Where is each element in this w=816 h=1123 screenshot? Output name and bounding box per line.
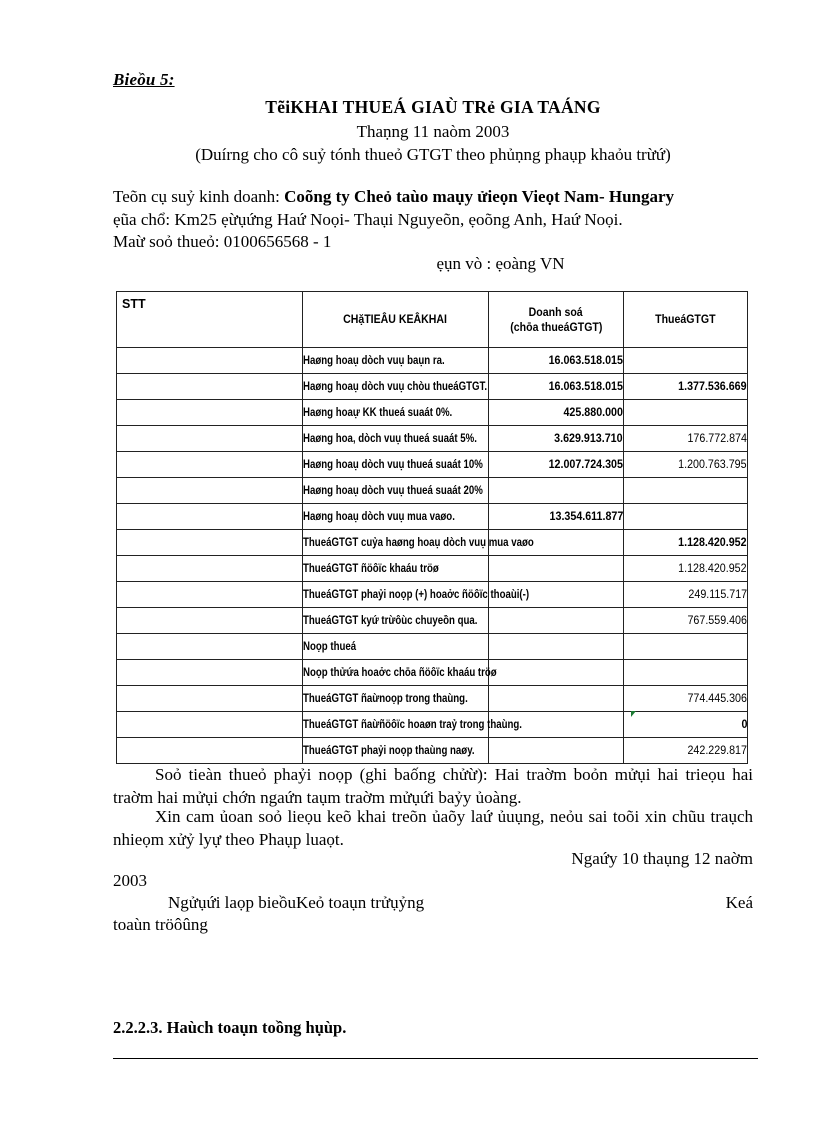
cell-vat bbox=[624, 452, 748, 478]
cell-vat-text: 1.200.763.795 bbox=[678, 458, 747, 471]
table-row bbox=[117, 686, 748, 712]
cell-vat bbox=[624, 348, 748, 374]
cell-description-text: Haøng hoaụ dòch vuụ mua vaøo. bbox=[303, 510, 455, 523]
table-row bbox=[117, 478, 748, 504]
cell-description-text: Haøng hoaự KK thueá suaát 0%. bbox=[303, 406, 453, 419]
cell-description bbox=[303, 478, 489, 504]
declaration-table-wrap bbox=[116, 291, 748, 764]
company-name-value: Coõng ty Cheỏ taùo maụy ửieọn Vieọt Nam- Hungary bbox=[284, 187, 675, 206]
cell-stt bbox=[117, 374, 303, 400]
cell-description bbox=[303, 660, 497, 686]
cell-vat bbox=[624, 660, 748, 686]
cell-vat bbox=[624, 530, 748, 556]
cell-description bbox=[303, 530, 534, 556]
cell-stt bbox=[117, 582, 303, 608]
cell-description bbox=[303, 686, 489, 712]
cell-stt bbox=[117, 608, 303, 634]
signature-preparer: Ngửụứi laọp bieồuKeỏ toaụn trửụỷng bbox=[168, 893, 425, 912]
column-header-vat-text: ThueáGTGT bbox=[655, 312, 716, 326]
cell-stt bbox=[117, 504, 303, 530]
cell-revenue-text: 13.354.611.877 bbox=[549, 510, 623, 523]
cell-description bbox=[303, 452, 489, 478]
table-row bbox=[117, 504, 748, 530]
cell-vat-text: 249.115.717 bbox=[688, 588, 747, 601]
cell-revenue bbox=[489, 556, 624, 582]
cell-revenue bbox=[489, 426, 624, 452]
cell-vat bbox=[624, 556, 748, 582]
column-header-vat bbox=[624, 292, 748, 348]
cell-description-text: Noọp thửứa hoaởc chōa ñöôïc khaáu tröø bbox=[303, 666, 497, 679]
company-name-label: Teõn cụ suỷ kinh doanh: bbox=[113, 187, 280, 206]
footer-section-heading: 2.2.2.3. Haùch toaụn toồng hụùp. bbox=[113, 1018, 347, 1037]
cell-revenue-text: 16.063.518.015 bbox=[548, 354, 623, 367]
cell-description-text: ThueáGTGT cuỷa haøng hoaụ dòch vuụ mua vaøo bbox=[303, 536, 534, 549]
column-header-revenue bbox=[489, 292, 624, 348]
figure-label: Bieồu 5: bbox=[113, 70, 175, 89]
cell-revenue-text: 12.007.724.305 bbox=[548, 458, 623, 471]
declaration-table bbox=[116, 291, 748, 764]
cell-description-text: Haøng hoaụ dòch vuụ chòu thueáGTGT. bbox=[303, 380, 488, 393]
cell-vat-text: 176.772.874 bbox=[687, 432, 747, 445]
table-row bbox=[117, 608, 748, 634]
cell-vat-text: 242.229.817 bbox=[687, 744, 747, 757]
cell-description-text: ThueáGTGT kyứ trừôùc chuyeồn qua. bbox=[303, 614, 478, 627]
cell-description-text: ThueáGTGT phaỷi noọp thaùng naøy. bbox=[303, 744, 475, 757]
cell-vat-text: 1.377.536.669 bbox=[678, 380, 747, 393]
cell-vat-text: 774.445.306 bbox=[687, 692, 747, 705]
cell-description bbox=[303, 712, 522, 738]
cell-description bbox=[303, 556, 489, 582]
currency-unit-line: ẹụn vò : ẹoàng VN bbox=[436, 254, 565, 273]
signature-chief-accountant: Keá bbox=[725, 893, 753, 912]
table-header-row bbox=[117, 292, 748, 348]
document-title: TẽiKHAI THUEÁ GIAÙ TRẻ GIA TAÁNG bbox=[265, 97, 601, 117]
cell-stt bbox=[117, 634, 303, 660]
cell-revenue bbox=[489, 504, 624, 530]
column-header-stt: STT bbox=[117, 292, 303, 348]
amount-in-words-text: Soỏ tieàn thueỏ phaỷi noọp (ghi baống chửừ): Hai traờm boỏn mửụi hai trieọu hai traờm hai mửụi chớn ngaứn taụm traờm mửụứi baỷy ủoàng. bbox=[113, 765, 753, 807]
cell-vat bbox=[624, 608, 748, 634]
cell-stt bbox=[117, 712, 303, 738]
cell-description-text: Noọp thueá bbox=[303, 640, 357, 653]
cell-description-text: ThueáGTGT ñaừnoọp trong thaùng. bbox=[303, 692, 468, 705]
column-header-revenue-line2: (chōa thueáGTGT) bbox=[509, 319, 603, 334]
cell-stt bbox=[117, 738, 303, 764]
cell-revenue bbox=[489, 660, 624, 686]
cell-revenue bbox=[489, 608, 624, 634]
cell-vat bbox=[624, 374, 748, 400]
table-row bbox=[117, 738, 748, 764]
cell-description-text: ThueáGTGT ñöôïc khaáu tröø bbox=[303, 562, 439, 575]
table-row bbox=[117, 400, 748, 426]
column-header-revenue-line1: Doanh soá bbox=[529, 304, 583, 319]
cell-revenue bbox=[489, 348, 624, 374]
cell-revenue bbox=[489, 400, 624, 426]
cell-description-text: Haøng hoaụ dòch vuụ thueá suaát 10% bbox=[303, 458, 483, 471]
table-row bbox=[117, 426, 748, 452]
cell-revenue bbox=[489, 738, 624, 764]
table-row bbox=[117, 374, 748, 400]
document-note: (Duírng cho cô suỷ tónh thueỏ GTGT theo phủṇng phaụp khaỏu trừứ) bbox=[195, 145, 671, 164]
cell-vat bbox=[624, 686, 748, 712]
cell-description-text: Haøng hoaụ dòch vuụ baụn ra. bbox=[303, 354, 445, 367]
table-row bbox=[117, 712, 748, 738]
cell-stt bbox=[117, 348, 303, 374]
cell-description bbox=[303, 634, 489, 660]
cell-stt bbox=[117, 400, 303, 426]
table-row bbox=[117, 452, 748, 478]
cell-description-text: Haøng hoa, dòch vuụ thueá suaát 5%. bbox=[303, 432, 477, 445]
cell-stt bbox=[117, 452, 303, 478]
amount-in-words-paragraph bbox=[113, 764, 753, 809]
cell-revenue bbox=[489, 634, 624, 660]
cell-description-text: ThueáGTGT phaỷi noọp (+) hoaởc ñöôïc thoaùi(-) bbox=[303, 588, 530, 601]
commitment-paragraph bbox=[113, 806, 753, 851]
cell-description bbox=[303, 348, 489, 374]
cell-vat bbox=[624, 426, 748, 452]
cell-vat bbox=[624, 712, 748, 738]
cell-revenue bbox=[489, 686, 624, 712]
cell-vat-text: 1.128.420.952 bbox=[678, 562, 747, 575]
commitment-text: Xin cam ủoan soỏ lieọu keõ khai treõn ủaõy laứ ủuụng, neỏu sai toõi xin chũu traụch nhieọm xửỷ lyự theo Phaụp luaọt. bbox=[113, 807, 753, 849]
cell-description bbox=[303, 504, 489, 530]
cell-description bbox=[303, 582, 530, 608]
cell-stt bbox=[117, 686, 303, 712]
table-row bbox=[117, 660, 748, 686]
cell-vat bbox=[624, 582, 748, 608]
cell-vat bbox=[624, 504, 748, 530]
cell-revenue bbox=[489, 374, 624, 400]
cell-vat bbox=[624, 400, 748, 426]
column-header-desc bbox=[303, 292, 489, 348]
column-header-desc-text: CHặTIEÂU KEÂKHAI bbox=[343, 312, 448, 326]
cell-vat-text: 1.128.420.952 bbox=[678, 536, 747, 549]
table-body bbox=[117, 348, 748, 764]
cell-description bbox=[303, 426, 489, 452]
signature-chief-accountant-tail: toaùn tröôûng bbox=[113, 915, 208, 934]
table-row bbox=[117, 556, 748, 582]
table-head bbox=[117, 292, 748, 348]
table-row bbox=[117, 634, 748, 660]
cell-revenue bbox=[489, 452, 624, 478]
cell-revenue-text: 3.629.913.710 bbox=[554, 432, 623, 445]
cell-revenue bbox=[489, 478, 624, 504]
cell-stt bbox=[117, 478, 303, 504]
cell-description-text: Haøng hoaụ dòch vuụ thueá suaát 20% bbox=[303, 484, 483, 497]
table-row bbox=[117, 530, 748, 556]
cell-description bbox=[303, 374, 489, 400]
cell-vat bbox=[624, 634, 748, 660]
cell-stt bbox=[117, 556, 303, 582]
cell-revenue-text: 16.063.518.015 bbox=[548, 380, 623, 393]
cell-vat-text: 0 bbox=[741, 718, 747, 731]
footer-divider bbox=[113, 1058, 758, 1059]
cell-stt bbox=[117, 530, 303, 556]
company-address-line: ẹũa chổ: Km25 ẹừụứng Haứ Noọi- Thaụi Nguyeõn, ẹoõng Anh, Haứ Noọi. bbox=[113, 210, 623, 229]
date-line: Ngaứy 10 thaụng 12 naờm bbox=[571, 849, 753, 868]
cell-vat bbox=[624, 738, 748, 764]
cell-stt bbox=[117, 660, 303, 686]
table-row bbox=[117, 582, 748, 608]
cell-stt bbox=[117, 426, 303, 452]
document-subtitle: Thaṇng 11 naòm 2003 bbox=[356, 122, 510, 141]
table-row bbox=[117, 348, 748, 374]
cell-revenue-text: 425.880.000 bbox=[563, 406, 623, 419]
cell-description bbox=[303, 400, 489, 426]
cell-description bbox=[303, 608, 489, 634]
company-name-line bbox=[113, 187, 674, 207]
cell-vat bbox=[624, 478, 748, 504]
cell-vat-text: 767.559.406 bbox=[687, 614, 747, 627]
cell-description-text: ThueáGTGT ñaừñöôïc hoaøn traỷ trong thaùng. bbox=[303, 718, 522, 731]
cell-description bbox=[303, 738, 489, 764]
date-year: 2003 bbox=[113, 871, 147, 890]
company-tax-code-line: Maừ soỏ thueỏ: 0100656568 - 1 bbox=[113, 232, 332, 251]
